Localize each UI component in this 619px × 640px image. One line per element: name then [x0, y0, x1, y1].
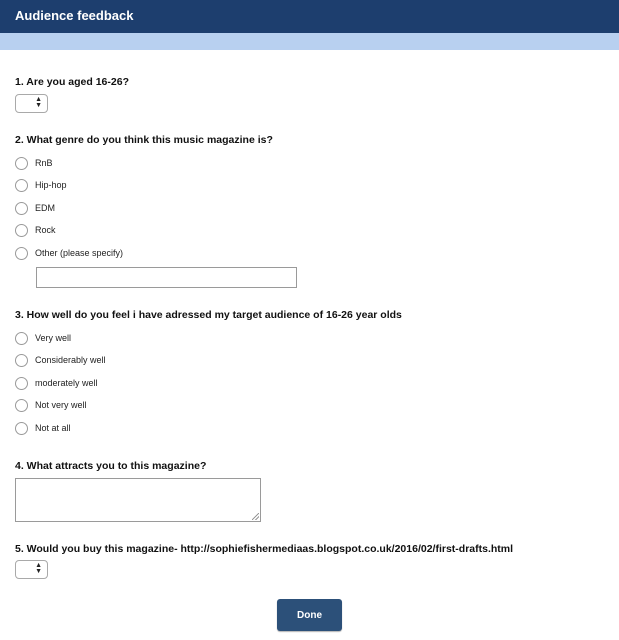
audience-option-not-at-all[interactable]	[15, 421, 71, 435]
audience-option-not-very-well[interactable]	[15, 398, 87, 412]
option-label: EDM	[35, 203, 55, 213]
option-label: moderately well	[35, 378, 98, 388]
question-5-title: 5. Would you buy this magazine- http://sophiefishermediaas.blogspot.co.uk/2016/02/first-drafts.html	[15, 543, 514, 555]
audience-option-considerably-well[interactable]	[15, 353, 106, 367]
question-1-title: 1. Are you aged 16-26?	[15, 76, 129, 88]
genre-option-edm[interactable]	[15, 201, 55, 215]
question-3-title: 3. How well do you feel i have adressed my target audience of 16-26 year olds	[15, 309, 402, 321]
radio-button[interactable]	[15, 422, 28, 435]
radio-button[interactable]	[15, 399, 28, 412]
option-label: Not at all	[35, 423, 71, 433]
audience-option-very-well[interactable]	[15, 331, 71, 345]
option-label: Very well	[35, 333, 72, 343]
survey-title: Audience feedback	[15, 8, 134, 23]
genre-option-other[interactable]	[15, 246, 123, 260]
question-4-title: 4. What attracts you to this magazine?	[15, 460, 207, 472]
option-label: Rock	[35, 225, 56, 235]
done-button[interactable]: Done	[277, 599, 342, 631]
radio-button[interactable]	[15, 332, 28, 345]
option-label: RnB	[35, 158, 53, 168]
genre-option-rnb[interactable]	[15, 156, 53, 170]
radio-button[interactable]	[15, 179, 28, 192]
resize-grip-icon[interactable]	[252, 513, 259, 520]
radio-button[interactable]	[15, 354, 28, 367]
radio-button[interactable]	[15, 224, 28, 237]
option-label: Hip-hop	[35, 180, 67, 190]
radio-button[interactable]	[15, 247, 28, 260]
option-label: Other (please specify)	[35, 248, 124, 258]
progress-strip	[0, 33, 619, 50]
audience-option-moderately-well[interactable]	[15, 376, 98, 390]
genre-option-rock[interactable]	[15, 223, 56, 237]
attracts-textarea[interactable]	[15, 478, 261, 522]
other-specify-input[interactable]	[36, 267, 297, 288]
option-label: Considerably well	[35, 355, 106, 365]
select-arrows-icon: ▲ ▼	[35, 562, 42, 575]
option-label: Not very well	[35, 400, 87, 410]
radio-button[interactable]	[15, 202, 28, 215]
radio-button[interactable]	[15, 377, 28, 390]
age-select[interactable]	[15, 94, 48, 113]
select-arrows-icon: ▲ ▼	[35, 96, 42, 109]
genre-option-hiphop[interactable]	[15, 178, 67, 192]
buy-select[interactable]	[15, 560, 48, 579]
radio-button[interactable]	[15, 157, 28, 170]
question-2-title: 2. What genre do you think this music magazine is?	[15, 134, 273, 146]
survey-header	[0, 0, 619, 33]
